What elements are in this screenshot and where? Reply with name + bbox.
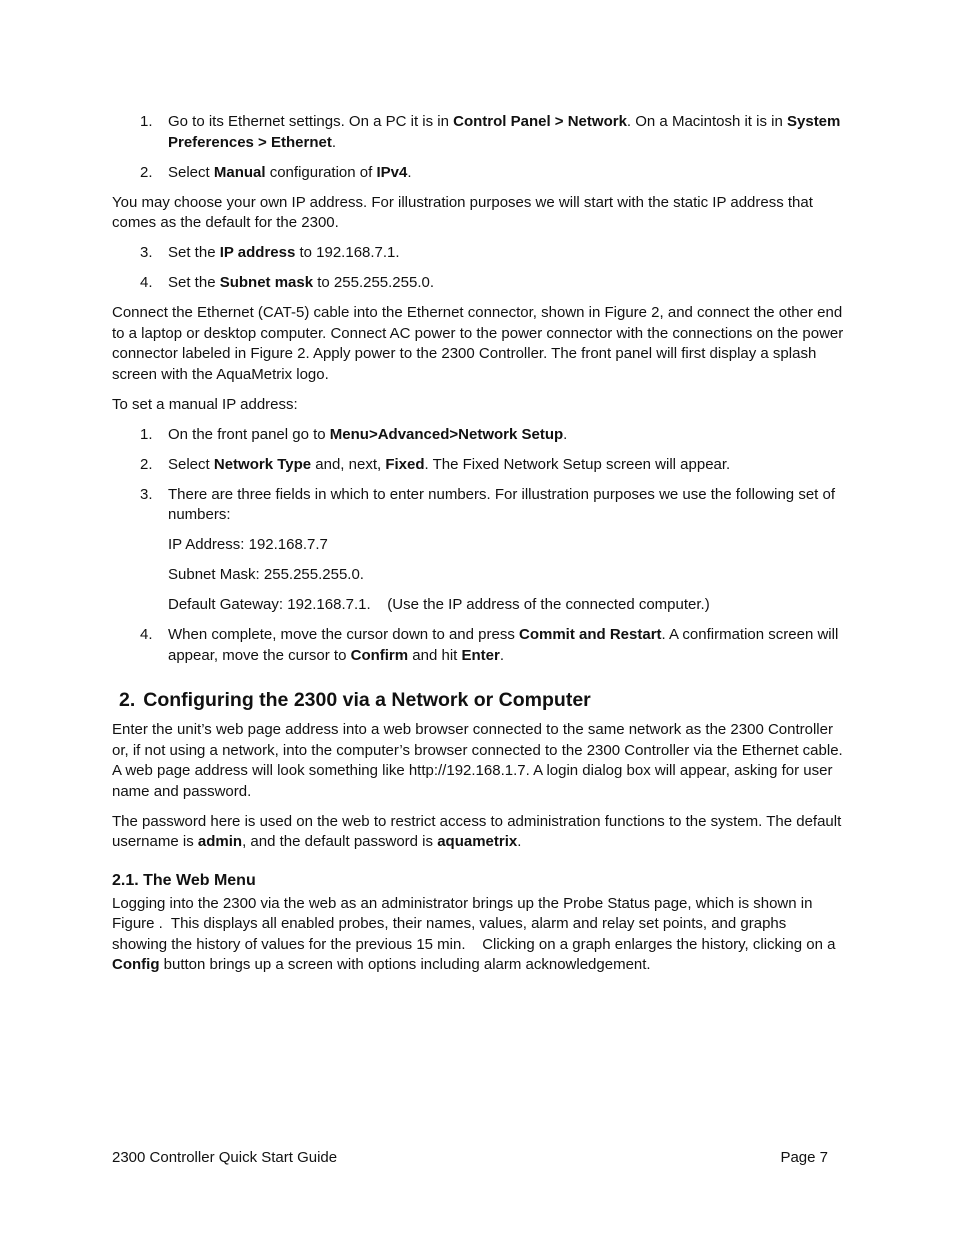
list-text: .	[407, 163, 412, 181]
section-number: 2.	[119, 689, 136, 711]
list-number: 1.	[140, 113, 153, 130]
bold-term: Config	[112, 956, 160, 973]
list-text: configuration of	[265, 163, 377, 181]
section-heading	[119, 688, 844, 712]
paragraph-connect: Connect the Ethernet (CAT-5) cable into the Ethernet connector, shown in Figure 2, and connect the other end to a laptop or desktop computer. Connect AC power to the power connector with the connections on the power connector labeled in Figure 2. Apply power to the 2300 Controller. The front panel will first display a splash screen with the AquaMetrix logo.	[112, 304, 844, 383]
section-title: Configuring the 2300 via a Network or Computer	[143, 689, 591, 711]
bold-term: Fixed	[385, 455, 425, 473]
bold-term: Subnet mask	[219, 274, 314, 291]
bold-term: Network Type	[213, 455, 312, 473]
list-number: 2.	[140, 455, 153, 473]
paragraph-password: The password here is used on the web to restrict access to administration functions to the system. The default username is admin, and the default password is aquametrix.	[112, 812, 842, 850]
bold-term: admin	[197, 833, 243, 850]
list-text: There are three fields in which to enter numbers. For illustration purposes we use the following set of numbers:	[168, 485, 836, 523]
footer-title: 2300 Controller Quick Start Guide	[112, 1149, 338, 1166]
bold-term: IPv4	[376, 163, 408, 181]
list-text: to 255.255.255.0.	[313, 274, 435, 291]
list-item	[112, 625, 844, 666]
field-subnet-mask: Subnet Mask: 255.255.255.0.	[168, 566, 364, 583]
bold-term: Confirm	[350, 646, 409, 664]
list-item	[112, 163, 844, 184]
list-number: 2.	[140, 163, 153, 181]
paragraph-web-menu: Logging into the 2300 via the web as an administrator brings up the Probe Status page, which is shown in Figure . This displays all enabled probes, their names, values, alarm and relay set points, and graphs showing the history of values for the previous 15 min. Clicking on a graph enlarges the history, clicking on a Config button brings up a screen with options including alarm acknowledgement.	[112, 894, 840, 973]
list-text: Set the	[168, 244, 220, 261]
list-text: . On a Macintosh it is in	[626, 113, 787, 130]
subsection-heading: 2.1. The Web Menu	[112, 871, 256, 889]
list-text: .	[331, 133, 336, 151]
bold-term: aquametrix	[437, 833, 518, 850]
bold-term: Commit and Restart	[519, 626, 662, 643]
paragraph-manual-ip: To set a manual IP address:	[112, 395, 298, 413]
list-text: . A confirmation screen will appear, move the cursor to	[168, 626, 839, 664]
list-text: . The Fixed Network Setup screen will appear.	[424, 455, 731, 473]
list-text: Select	[168, 455, 214, 473]
field-default-gateway: Default Gateway: 192.168.7.1. (Use the IP address of the connected computer.)	[168, 596, 710, 613]
list-text: and hit	[408, 646, 462, 664]
list-number: 1.	[140, 425, 153, 443]
list-text: and, next,	[311, 455, 386, 473]
list-item	[112, 485, 844, 526]
list-text: When complete, move the cursor down to and press	[168, 626, 520, 643]
field-ip-address: IP Address: 192.168.7.7	[168, 536, 328, 553]
list-text: .	[499, 646, 504, 664]
list-number: 3.	[140, 244, 153, 261]
list-number: 4.	[140, 274, 153, 291]
list-item	[112, 273, 844, 294]
bold-term: IP address	[219, 244, 296, 261]
page-number: Page 7	[780, 1149, 828, 1166]
list-text: Select	[168, 163, 214, 181]
bold-term: Manual	[213, 163, 266, 181]
bold-term: Enter	[461, 646, 500, 664]
paragraph-browser: Enter the unit’s web page address into a web browser connected to the same network as the 2300 Controller or, if not using a network, into the computer’s browser connected to the 2300 Controller via the Ethernet cable. A web page address will look something like http://192.168.1.7. A login dialog box will appear, asking for user name and password.	[112, 721, 843, 800]
list-item	[112, 243, 844, 264]
list-item	[112, 455, 844, 476]
paragraph-ip-choice: You may choose your own IP address. For illustration purposes we will start with the static IP address that comes as the default for the 2300.	[112, 193, 813, 231]
list-number: 3.	[140, 485, 153, 503]
list-text: .	[563, 425, 568, 443]
menu-path-network-setup: Menu>Advanced>Network Setup	[329, 425, 564, 443]
list-text: Set the	[168, 274, 220, 291]
document-body	[112, 112, 844, 985]
list-number: 4.	[140, 626, 153, 643]
list-item	[112, 425, 844, 446]
list-text: to 192.168.7.1.	[295, 244, 400, 261]
list-text: Go to its Ethernet settings. On a PC it is in	[168, 113, 454, 130]
list-text: On the front panel go to	[168, 425, 330, 443]
menu-path-control-panel: Control Panel > Network	[453, 113, 627, 130]
list-item	[112, 112, 844, 153]
page-footer	[112, 1148, 828, 1168]
menu-path-system-preferences: System Preferences > Ethernet	[168, 113, 841, 151]
